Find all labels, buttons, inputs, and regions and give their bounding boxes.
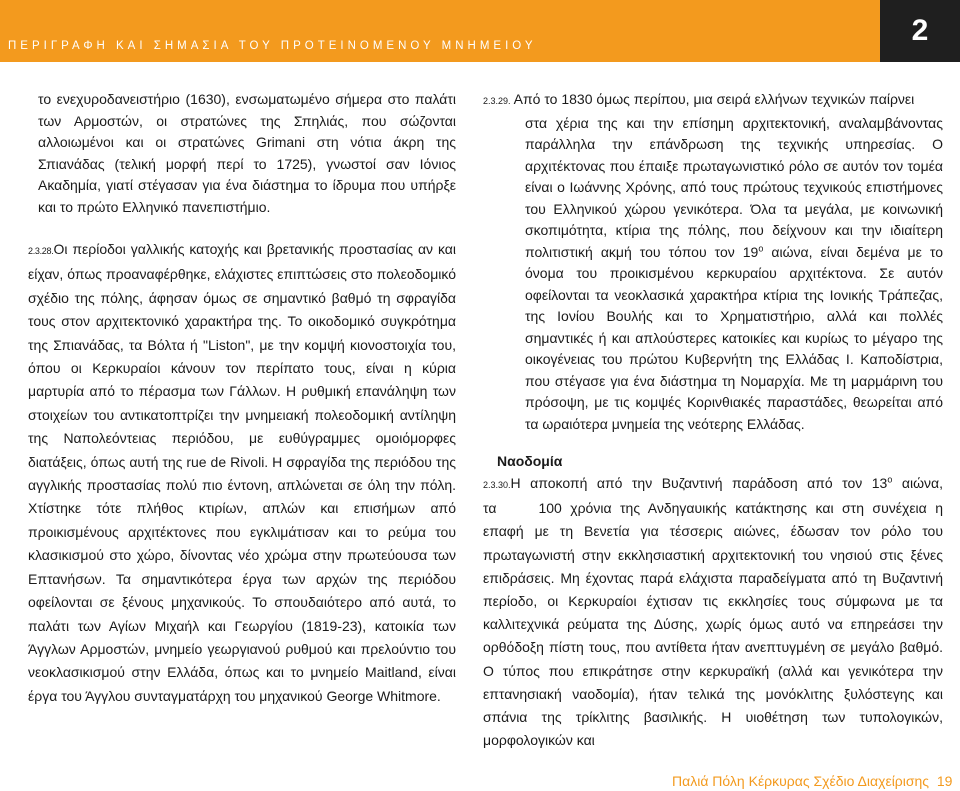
paragraph-intro: το ενεχυροδανειστήριο (1630), ενσωματωμένο σήμερα στο παλάτι των Αρμοστών, οι στρατώνες της Σπηλιάς, που σώζονται αλλοιωμένοι και οι στρατώνες Grimani στη νότια άκρη της Σπιανάδας (τελική μορφή περί το 1725), γνωστοί σαν Ιόνιος Ακαδημία, γιατί στέγασαν για ένα διάστημα το ίδρυμα που υπήρξε και το πρώτο Ελληνικό πανεπιστήμιο. — [38, 91, 456, 215]
paragraph-body — [483, 113, 943, 436]
paragraph-first-line: Από το 1830 όμως περίπου, μια σειρά ελλήνων τεχνικών παίρνει — [513, 91, 915, 107]
paragraph-text-b: αιώνα, είναι δεμένα με το όνομα του προικισμένου κερκυραίου αρχιτέκτονα. Σε αυτόν οφείλονται τα νεοκλασικά χαρακτήρα κτίρια της Ιονικής Τράπεζας, της Ιονίου Βουλής και το Χρηματιστήριο, αλλά και πολλές σημαντικές ή και απλούστερες κατοικίες και κυρίως το μέγαρο της οικογένειας του πρώτου Κυβερνήτη της Ελλάδας Ι. Καποδίστρια, που στέγασε για ένα διάστημα τη Νομαρχία. Με τη μαρμάρινη του πρόσοψη, με τις κομψές Κορινθιακές παραστάδες, θεωρείται από τα ωραιότερα μνημεία της νεότερης Ελλάδας. — [525, 243, 943, 432]
header-title: ΠΕΡΙΓΡΑΦΗ ΚΑΙ ΣΗΜΑΣΙΑ ΤΟΥ ΠΡΟΤΕΙΝΟΜΕΝΟΥ ΜΝΗΜΕΙΟΥ — [8, 40, 537, 52]
section-heading: Ναοδομία — [497, 453, 563, 469]
paragraph-text: Οι περίοδοι γαλλικής κατοχής και βρετανικής προστασίας αν και είχαν, όπως προαναφέρθηκε, ελάχιστες επιπτώσεις στο πολεοδομικό σχέδιο της πόλης, άφησαν όμως σε σημαντικό βαθμό τη σφραγίδα τους στον αρχιτεκτονικό χαρακτήρα της. Το οικοδομικό συγκρότημα της Σπιανάδας, τα Βόλτα ή "Liston", με την κομψή κιονοστοιχία του, όπου οι Κερκυραίοι κάνουν τον περίπατο τους, είναι η κύρια μαρτυρία από το πέρασμα των Γάλλων. Η ρυθμική επανάληψη των στοιχείων του αντικατοπτρίζει την μνημειακή πολεοδομική αντίληψη της Ναπολεόντειας περιόδου, με ευθύγραμμες ομοιόμορφες διατάξεις, όπως αυτή της rue de Rivoli. Η σφραγίδα της περιόδου της αγγλικής προστασίας πολύ πιο έντονη, απλώνεται σε όλη την πόλη. Χτίστηκε τότε πλήθος κτιρίων, απλών και επισήμων από προικισμένους αρχιτέκτονες που εγκλιμάτισαν και το ρεύμα του κλασικισμού στο χώρο, δίνοντας νέο χρώμα στην πρωτεύουσα των Επτανήσων. Τα σημαντικότερα έργα των αρχών της περιόδου οφείλονται σε ξένους μηχανικούς. Το σπουδαιότερο από αυτά, το παλάτι των Αγίων Μιχαήλ και Γεωργίου (1819-23), κατοικία των Άγγλων Αρμοστών, μνημείο γεωργιανού ρυθμού και πρελούντιο του νεοκλασικισμού στην Ελλάδα, όπως και το μνημείο Maitland, είναι έργα του Άγγλου συνταγματάρχη του μηχανικού George Whitmore. — [28, 241, 456, 704]
paragraph-number: 2.3.29. — [483, 96, 511, 106]
paragraph-2-3-28 — [28, 238, 456, 708]
paragraph-first-line: Η αποκοπή από την Βυζαντινή παράδοση από τον 13 — [510, 475, 888, 491]
footer-title: Παλιά Πόλη Κέρκυρας Σχέδιο Διαχείρισης — [672, 773, 930, 789]
paragraph-2-3-29 — [483, 89, 943, 435]
paragraph-first-line-end: αιώνα, τα — [483, 475, 943, 517]
superscript: ο — [887, 474, 893, 485]
paragraph-text-a: στα χέρια της και την επίσημη αρχιτεκτονική, αναλαμβάνοντας παράλληλα την επάνδρωση της τεχνικής υπηρεσίας. Ο αρχιτέκτονας που έπαιξε πρωταγωνιστικό ρόλο σε αυτόν τον τομέα είναι ο Ιωάννης Χρόνης, από τους πρώτους τεχνικούς επιστήμονες του Ελληνικού χώρου γενικότερα. Όλα τα μεγάλα, με κοινωνική σκοπιμότητα, κτίρια της πόλης, που δείχνουν και την ιδιαίτερη πολιτιστική ακμή του τόπου τον 19 — [525, 114, 943, 260]
page-number: 19 — [936, 773, 953, 789]
paragraph-number: 2.3.28. — [28, 246, 54, 256]
header-bar — [0, 0, 880, 62]
superscript: ο — [758, 242, 764, 253]
paragraph-number: 2.3.30. — [483, 480, 511, 490]
footer — [672, 773, 952, 789]
chapter-number-badge: 2 — [880, 0, 960, 62]
paragraph-2-3-30 — [483, 472, 943, 752]
paragraph-body: 100 χρόνια της Ανδηγαυικής κατάκτησης και στη συνέχεια η επαφή με τη Βενετία για τέσσερις αιώνες, έδωσαν τον ρόλο του πρωταγωνιστή στην εκκλησιαστική αρχιτεκτονική του νησιού στις ξένες επιδράσεις. Μη έχοντας παρά ελάχιστα παραδείγματα από τη Βυζαντινή περίοδο, οι Κερκυραίοι έχτισαν τις εκκλησίες τους σύμφωνα με τα καλλιτεχνικά ρεύματα της Δύσης, χωρίς όμως αυτό να επηρεάσει την ορθόδοξη πίστη τους, που αντίθετα ήταν ανεπτυγμένη σε μεγάλο βαθμό. Ο τύπος που επικράτησε στην κερκυραϊκή (αλλά και γενικότερα την επτανησιακή ναοδομία), ήταν τελικά της μονόκλιτης ξυλόστεγης και σπάνια της τρίκλιτης βασιλικής. Η υιοθέτηση των τυπολογικών, μορφολογικών και — [483, 500, 943, 749]
